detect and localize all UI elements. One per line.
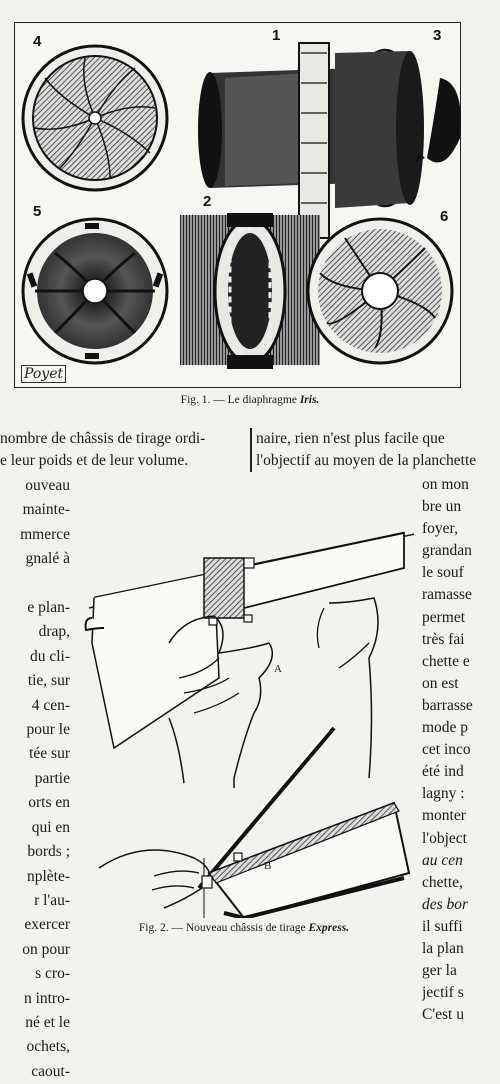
text-line: l'objectif au moyen de la planchette bbox=[256, 452, 477, 469]
text-fragment: bre un bbox=[422, 498, 462, 516]
text-fragment: on mon bbox=[422, 476, 469, 493]
text-fragment: ramasse bbox=[422, 586, 472, 604]
text-fragment: jectif s bbox=[422, 984, 464, 1002]
text-fragment: ochets, bbox=[26, 1038, 70, 1056]
text-fragment: monter bbox=[422, 807, 466, 825]
artist-signature: Poyet bbox=[21, 365, 66, 383]
figure-label-5: 5 bbox=[33, 203, 42, 220]
text-fragment: mode p bbox=[422, 719, 469, 737]
text-line: e leur poids et de leur volume. bbox=[0, 452, 189, 469]
text-fragment: bords ; bbox=[27, 843, 70, 861]
figure-label-4: 4 bbox=[33, 33, 42, 50]
text-fragment: né et le bbox=[25, 1013, 70, 1031]
label-b: B bbox=[264, 860, 272, 872]
figure-1 bbox=[14, 22, 461, 388]
text-fragment: qui en bbox=[31, 818, 70, 836]
text-fragment: on est bbox=[422, 674, 459, 692]
text-fragment: r l'au- bbox=[34, 891, 70, 909]
lens-barrel-1 bbox=[198, 43, 424, 238]
text-fragment: s cro- bbox=[35, 965, 70, 983]
section-2 bbox=[180, 213, 320, 369]
text-line: nombre de châssis de tirage ordi- bbox=[0, 430, 206, 447]
figure-1-caption: Fig. 1. — Le diaphragme Iris. bbox=[180, 394, 320, 406]
figure-2-illustration bbox=[74, 478, 414, 918]
text-fragment: pour le bbox=[26, 721, 70, 739]
text-fragment: l'object bbox=[422, 829, 467, 847]
iris-5 bbox=[23, 219, 167, 363]
figure-2 bbox=[74, 478, 414, 918]
label-a: A bbox=[274, 663, 282, 675]
text-fragment: orts en bbox=[28, 794, 70, 812]
text-fragment: du cli- bbox=[29, 647, 70, 665]
text-fragment: cet inco bbox=[422, 741, 471, 759]
text-fragment: la plan bbox=[422, 939, 464, 957]
text-fragment: chette e bbox=[422, 652, 470, 670]
figure-label-2: 2 bbox=[203, 193, 212, 210]
text-fragment: partie bbox=[34, 769, 70, 787]
figure-2-caption: Fig. 2. — Nouveau châssis de tirage Express. bbox=[138, 922, 350, 934]
text-column-left-top bbox=[0, 428, 246, 472]
text-fragment: gnalé à bbox=[25, 550, 70, 568]
text-fragment: exercer bbox=[24, 916, 70, 934]
text-fragment: C'est u bbox=[422, 1006, 464, 1024]
text-fragment: grandan bbox=[422, 542, 472, 560]
text-fragment: permet bbox=[422, 608, 466, 626]
text-fragment: des bor bbox=[422, 895, 469, 913]
text-fragment: très fai bbox=[422, 630, 465, 648]
frame-b bbox=[99, 728, 409, 918]
text-fragment: été ind bbox=[422, 763, 464, 781]
text-fragment: tie, sur bbox=[27, 672, 70, 690]
figure-label-3: 3 bbox=[433, 27, 442, 44]
iris-6 bbox=[308, 219, 452, 363]
text-fragment: caout- bbox=[31, 1062, 70, 1080]
figure-label-6: 6 bbox=[440, 208, 449, 225]
text-fragment: nplète- bbox=[26, 867, 70, 885]
text-column-right-top bbox=[256, 428, 500, 472]
text-fragments-right bbox=[422, 474, 500, 1026]
text-fragment: mainte- bbox=[22, 501, 70, 519]
text-fragment: 4 cen- bbox=[31, 696, 70, 714]
text-fragment: mmerce bbox=[20, 525, 70, 543]
text-fragment: barrasse bbox=[422, 696, 473, 714]
text-fragment: foyer, bbox=[422, 520, 458, 538]
text-fragment: n intro- bbox=[23, 989, 70, 1007]
text-fragment: le souf bbox=[422, 564, 464, 582]
text-fragment: ger la bbox=[422, 962, 457, 980]
text-fragment bbox=[0, 572, 70, 596]
frame-a bbox=[86, 533, 414, 788]
column-separator bbox=[250, 428, 252, 472]
text-fragment: drap, bbox=[38, 623, 70, 641]
text-fragment: au cen bbox=[422, 851, 463, 869]
text-fragment: on pour bbox=[22, 940, 70, 958]
text-fragment: lagny : bbox=[422, 785, 465, 803]
iris-4 bbox=[23, 46, 167, 190]
text-fragment: ouveau bbox=[25, 477, 70, 494]
text-fragment: tée sur bbox=[29, 745, 70, 763]
figure-label-1: 1 bbox=[272, 27, 281, 44]
text-fragment: il suffi bbox=[422, 917, 463, 935]
figure-1-illustration bbox=[15, 23, 462, 389]
text-line: naire, rien n'est plus facile que bbox=[256, 430, 445, 447]
text-fragment: e plan- bbox=[27, 599, 70, 617]
text-fragments-left bbox=[0, 474, 70, 1084]
text-fragment: chette, bbox=[422, 873, 463, 891]
